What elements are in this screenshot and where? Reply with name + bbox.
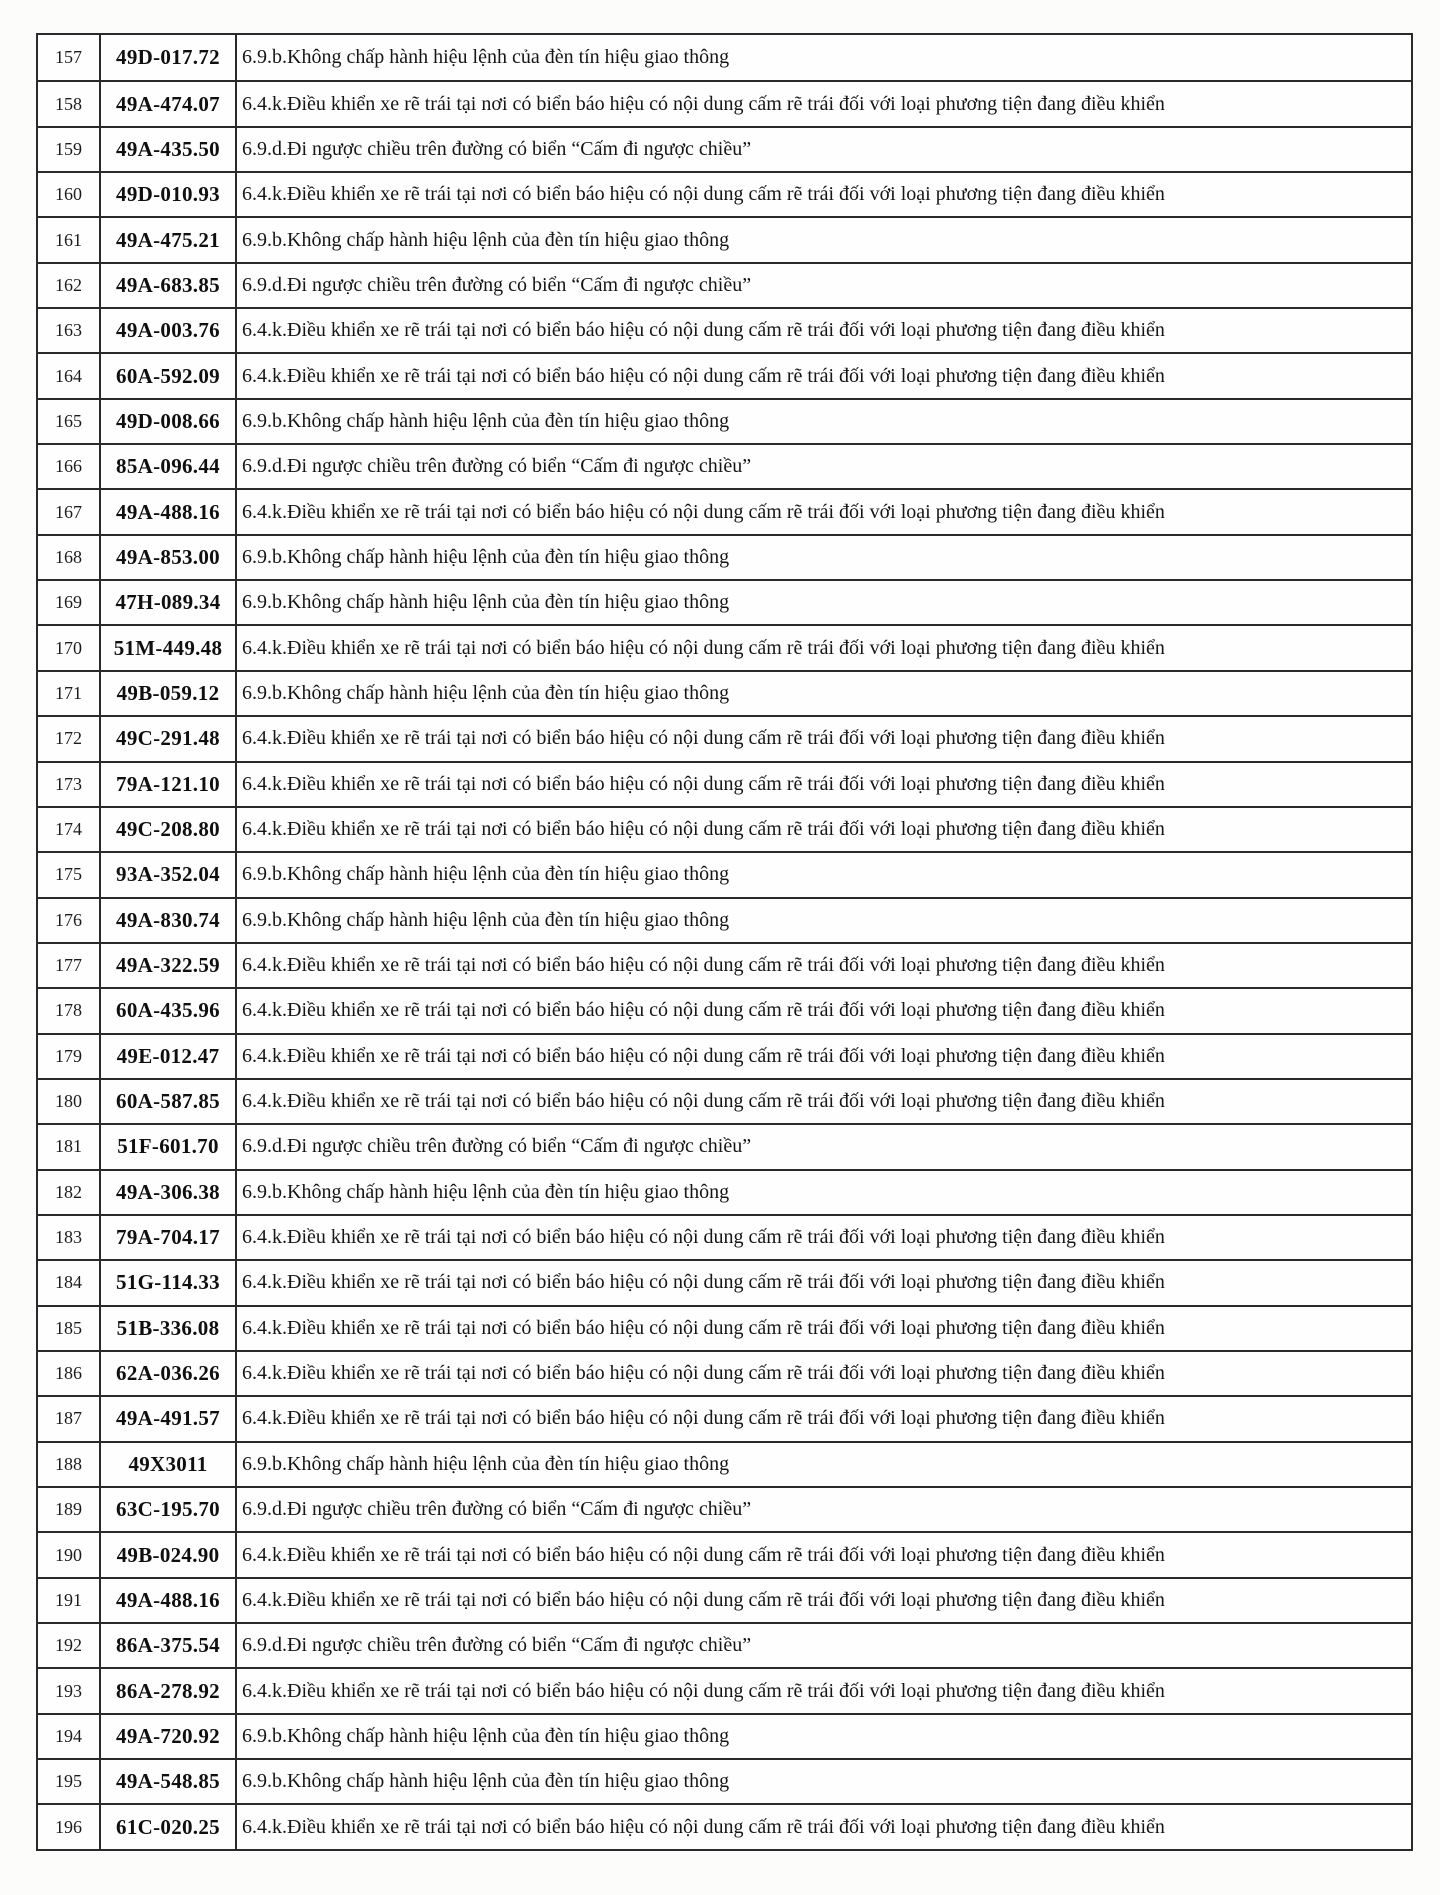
license-plate: 85A-096.44 (99, 445, 235, 488)
table-row (38, 488, 1411, 533)
license-plate: 49D-017.72 (99, 35, 235, 80)
violation-description: 6.4.k.Điều khiển xe rẽ trái tại nơi có biển báo hiệu có nội dung cấm rẽ trái đối với loại phương tiện đang điều khiển (235, 1352, 1411, 1395)
violation-description: 6.9.b.Không chấp hành hiệu lệnh của đèn tín hiệu giao thông (235, 218, 1411, 261)
license-plate: 49C-291.48 (99, 717, 235, 760)
license-plate: 61C-020.25 (99, 1805, 235, 1848)
violation-description: 6.9.d.Đi ngược chiều trên đường có biển “Cấm đi ngược chiều” (235, 1488, 1411, 1531)
license-plate: 86A-375.54 (99, 1624, 235, 1667)
table-row (38, 1803, 1411, 1848)
row-number: 186 (55, 1363, 82, 1384)
row-number: 184 (55, 1272, 82, 1293)
table-row (38, 35, 1411, 80)
table-row (38, 126, 1411, 171)
table-row (38, 715, 1411, 760)
table-row (38, 579, 1411, 624)
license-plate: 79A-704.17 (99, 1216, 235, 1259)
table-row (38, 171, 1411, 216)
license-plate: 63C-195.70 (99, 1488, 235, 1531)
table-row (38, 1395, 1411, 1440)
row-number: 183 (55, 1227, 82, 1248)
table-row (38, 443, 1411, 488)
violation-description: 6.4.k.Điều khiển xe rẽ trái tại nơi có biển báo hiệu có nội dung cấm rẽ trái đối với loại phương tiện đang điều khiển (235, 989, 1411, 1032)
row-number: 166 (55, 456, 82, 477)
license-plate: 49D-008.66 (99, 400, 235, 443)
table-row (38, 352, 1411, 397)
license-plate: 49A-475.21 (99, 218, 235, 261)
license-plate: 49A-830.74 (99, 899, 235, 942)
row-number: 172 (55, 728, 82, 749)
row-number: 161 (55, 229, 82, 250)
row-number: 196 (55, 1816, 82, 1837)
license-plate: 49A-548.85 (99, 1760, 235, 1803)
row-number: 170 (55, 637, 82, 658)
table-row (38, 1486, 1411, 1531)
violation-description: 6.9.d.Đi ngược chiều trên đường có biển “Cấm đi ngược chiều” (235, 128, 1411, 171)
license-plate: 49C-208.80 (99, 808, 235, 851)
row-number: 193 (55, 1680, 82, 1701)
row-number: 167 (55, 501, 82, 522)
row-number: 157 (55, 47, 82, 68)
row-number: 185 (55, 1317, 82, 1338)
table-row (38, 1758, 1411, 1803)
violation-description: 6.9.b.Không chấp hành hiệu lệnh của đèn tín hiệu giao thông (235, 35, 1411, 80)
row-number: 160 (55, 184, 82, 205)
table-row (38, 1441, 1411, 1486)
violation-description: 6.4.k.Điều khiển xe rẽ trái tại nơi có biển báo hiệu có nội dung cấm rẽ trái đối với loại phương tiện đang điều khiển (235, 1080, 1411, 1123)
license-plate: 60A-435.96 (99, 989, 235, 1032)
violation-description: 6.4.k.Điều khiển xe rẽ trái tại nơi có biển báo hiệu có nội dung cấm rẽ trái đối với loại phương tiện đang điều khiển (235, 1216, 1411, 1259)
row-number: 182 (55, 1181, 82, 1202)
violation-description: 6.4.k.Điều khiển xe rẽ trái tại nơi có biển báo hiệu có nội dung cấm rẽ trái đối với loại phương tiện đang điều khiển (235, 1035, 1411, 1078)
row-number: 159 (55, 138, 82, 159)
license-plate: 49A-720.92 (99, 1715, 235, 1758)
row-number: 194 (55, 1725, 82, 1746)
license-plate: 49A-322.59 (99, 944, 235, 987)
violation-description: 6.9.b.Không chấp hành hiệu lệnh của đèn tín hiệu giao thông (235, 536, 1411, 579)
violation-description: 6.9.b.Không chấp hành hiệu lệnh của đèn tín hiệu giao thông (235, 1171, 1411, 1214)
license-plate: 60A-592.09 (99, 354, 235, 397)
row-number: 164 (55, 365, 82, 386)
row-number: 187 (55, 1408, 82, 1429)
license-plate: 49A-488.16 (99, 490, 235, 533)
table-row (38, 1350, 1411, 1395)
license-plate: 79A-121.10 (99, 763, 235, 806)
license-plate: 86A-278.92 (99, 1669, 235, 1712)
license-plate: 49B-059.12 (99, 672, 235, 715)
violation-description: 6.4.k.Điều khiển xe rẽ trái tại nơi có biển báo hiệu có nội dung cấm rẽ trái đối với loại phương tiện đang điều khiển (235, 354, 1411, 397)
table-row (38, 987, 1411, 1032)
violation-description: 6.4.k.Điều khiển xe rẽ trái tại nơi có biển báo hiệu có nội dung cấm rẽ trái đối với loại phương tiện đang điều khiển (235, 1805, 1411, 1848)
license-plate: 51M-449.48 (99, 626, 235, 669)
row-number: 177 (55, 955, 82, 976)
violation-description: 6.9.b.Không chấp hành hiệu lệnh của đèn tín hiệu giao thông (235, 853, 1411, 896)
violation-description: 6.4.k.Điều khiển xe rẽ trái tại nơi có biển báo hiệu có nội dung cấm rẽ trái đối với loại phương tiện đang điều khiển (235, 82, 1411, 125)
license-plate: 51F-601.70 (99, 1125, 235, 1168)
license-plate: 49A-435.50 (99, 128, 235, 171)
violation-table-body (38, 35, 1411, 1849)
violation-description: 6.9.b.Không chấp hành hiệu lệnh của đèn tín hiệu giao thông (235, 1760, 1411, 1803)
table-row (38, 1305, 1411, 1350)
row-number: 163 (55, 320, 82, 341)
table-row (38, 216, 1411, 261)
row-number: 180 (55, 1091, 82, 1112)
row-number: 162 (55, 274, 82, 295)
violation-description: 6.4.k.Điều khiển xe rẽ trái tại nơi có biển báo hiệu có nội dung cấm rẽ trái đối với loại phương tiện đang điều khiển (235, 1307, 1411, 1350)
table-row (38, 80, 1411, 125)
license-plate: 51G-114.33 (99, 1261, 235, 1304)
violation-description: 6.4.k.Điều khiển xe rẽ trái tại nơi có biển báo hiệu có nội dung cấm rẽ trái đối với loại phương tiện đang điều khiển (235, 808, 1411, 851)
row-number: 174 (55, 819, 82, 840)
row-number: 179 (55, 1045, 82, 1066)
row-number: 190 (55, 1544, 82, 1565)
table-row (38, 534, 1411, 579)
row-number: 191 (55, 1589, 82, 1610)
license-plate: 49A-474.07 (99, 82, 235, 125)
table-row (38, 1123, 1411, 1168)
table-row (38, 1713, 1411, 1758)
table-row (38, 1078, 1411, 1123)
license-plate: 49A-491.57 (99, 1397, 235, 1440)
row-number: 168 (55, 546, 82, 567)
violation-description: 6.4.k.Điều khiển xe rẽ trái tại nơi có biển báo hiệu có nội dung cấm rẽ trái đối với loại phương tiện đang điều khiển (235, 1261, 1411, 1304)
license-plate: 60A-587.85 (99, 1080, 235, 1123)
violation-description: 6.9.d.Đi ngược chiều trên đường có biển “Cấm đi ngược chiều” (235, 1624, 1411, 1667)
table-row (38, 1667, 1411, 1712)
license-plate: 49A-853.00 (99, 536, 235, 579)
license-plate: 51B-336.08 (99, 1307, 235, 1350)
violation-description: 6.4.k.Điều khiển xe rẽ trái tại nơi có biển báo hiệu có nội dung cấm rẽ trái đối với loại phương tiện đang điều khiển (235, 490, 1411, 533)
row-number: 165 (55, 410, 82, 431)
license-plate: 49D-010.93 (99, 173, 235, 216)
table-row (38, 262, 1411, 307)
row-number: 158 (55, 93, 82, 114)
row-number: 188 (55, 1453, 82, 1474)
table-row (38, 398, 1411, 443)
table-row (38, 1214, 1411, 1259)
violation-description: 6.4.k.Điều khiển xe rẽ trái tại nơi có biển báo hiệu có nội dung cấm rẽ trái đối với loại phương tiện đang điều khiển (235, 626, 1411, 669)
row-number: 189 (55, 1499, 82, 1520)
violation-description: 6.9.d.Đi ngược chiều trên đường có biển “Cấm đi ngược chiều” (235, 445, 1411, 488)
license-plate: 49B-024.90 (99, 1533, 235, 1576)
table-row (38, 1259, 1411, 1304)
table-row (38, 307, 1411, 352)
table-row (38, 897, 1411, 942)
table-row (38, 1033, 1411, 1078)
row-number: 175 (55, 864, 82, 885)
violation-description: 6.9.b.Không chấp hành hiệu lệnh của đèn tín hiệu giao thông (235, 400, 1411, 443)
license-plate: 49E-012.47 (99, 1035, 235, 1078)
license-plate: 49A-683.85 (99, 264, 235, 307)
license-plate: 93A-352.04 (99, 853, 235, 896)
table-row (38, 851, 1411, 896)
violation-description: 6.9.b.Không chấp hành hiệu lệnh của đèn tín hiệu giao thông (235, 1715, 1411, 1758)
license-plate: 49A-488.16 (99, 1579, 235, 1622)
violation-description: 6.4.k.Điều khiển xe rẽ trái tại nơi có biển báo hiệu có nội dung cấm rẽ trái đối với loại phương tiện đang điều khiển (235, 763, 1411, 806)
violation-description: 6.4.k.Điều khiển xe rẽ trái tại nơi có biển báo hiệu có nội dung cấm rẽ trái đối với loại phương tiện đang điều khiển (235, 173, 1411, 216)
violation-table (36, 33, 1413, 1851)
violation-description: 6.9.b.Không chấp hành hiệu lệnh của đèn tín hiệu giao thông (235, 581, 1411, 624)
table-row (38, 1531, 1411, 1576)
license-plate: 49X3011 (99, 1443, 235, 1486)
table-row (38, 670, 1411, 715)
violation-description: 6.9.b.Không chấp hành hiệu lệnh của đèn tín hiệu giao thông (235, 1443, 1411, 1486)
table-row (38, 1622, 1411, 1667)
violation-description: 6.4.k.Điều khiển xe rẽ trái tại nơi có biển báo hiệu có nội dung cấm rẽ trái đối với loại phương tiện đang điều khiển (235, 717, 1411, 760)
table-row (38, 761, 1411, 806)
row-number: 173 (55, 773, 82, 794)
table-row (38, 1169, 1411, 1214)
violation-description: 6.4.k.Điều khiển xe rẽ trái tại nơi có biển báo hiệu có nội dung cấm rẽ trái đối với loại phương tiện đang điều khiển (235, 309, 1411, 352)
license-plate: 49A-306.38 (99, 1171, 235, 1214)
violation-description: 6.9.d.Đi ngược chiều trên đường có biển “Cấm đi ngược chiều” (235, 1125, 1411, 1168)
row-number: 178 (55, 1000, 82, 1021)
license-plate: 62A-036.26 (99, 1352, 235, 1395)
row-number: 176 (55, 909, 82, 930)
violation-description: 6.4.k.Điều khiển xe rẽ trái tại nơi có biển báo hiệu có nội dung cấm rẽ trái đối với loại phương tiện đang điều khiển (235, 1533, 1411, 1576)
license-plate: 49A-003.76 (99, 309, 235, 352)
violation-description: 6.9.d.Đi ngược chiều trên đường có biển “Cấm đi ngược chiều” (235, 264, 1411, 307)
violation-description: 6.4.k.Điều khiển xe rẽ trái tại nơi có biển báo hiệu có nội dung cấm rẽ trái đối với loại phương tiện đang điều khiển (235, 944, 1411, 987)
row-number: 181 (55, 1136, 82, 1157)
row-number: 195 (55, 1771, 82, 1792)
license-plate: 47H-089.34 (99, 581, 235, 624)
violation-description: 6.4.k.Điều khiển xe rẽ trái tại nơi có biển báo hiệu có nội dung cấm rẽ trái đối với loại phương tiện đang điều khiển (235, 1579, 1411, 1622)
violation-description: 6.4.k.Điều khiển xe rẽ trái tại nơi có biển báo hiệu có nội dung cấm rẽ trái đối với loại phương tiện đang điều khiển (235, 1397, 1411, 1440)
row-number: 169 (55, 592, 82, 613)
table-row (38, 624, 1411, 669)
row-number: 171 (55, 682, 82, 703)
violation-description: 6.9.b.Không chấp hành hiệu lệnh của đèn tín hiệu giao thông (235, 899, 1411, 942)
violation-description: 6.9.b.Không chấp hành hiệu lệnh của đèn tín hiệu giao thông (235, 672, 1411, 715)
violation-description: 6.4.k.Điều khiển xe rẽ trái tại nơi có biển báo hiệu có nội dung cấm rẽ trái đối với loại phương tiện đang điều khiển (235, 1669, 1411, 1712)
table-row (38, 1577, 1411, 1622)
row-number: 192 (55, 1635, 82, 1656)
table-row (38, 806, 1411, 851)
table-row (38, 942, 1411, 987)
